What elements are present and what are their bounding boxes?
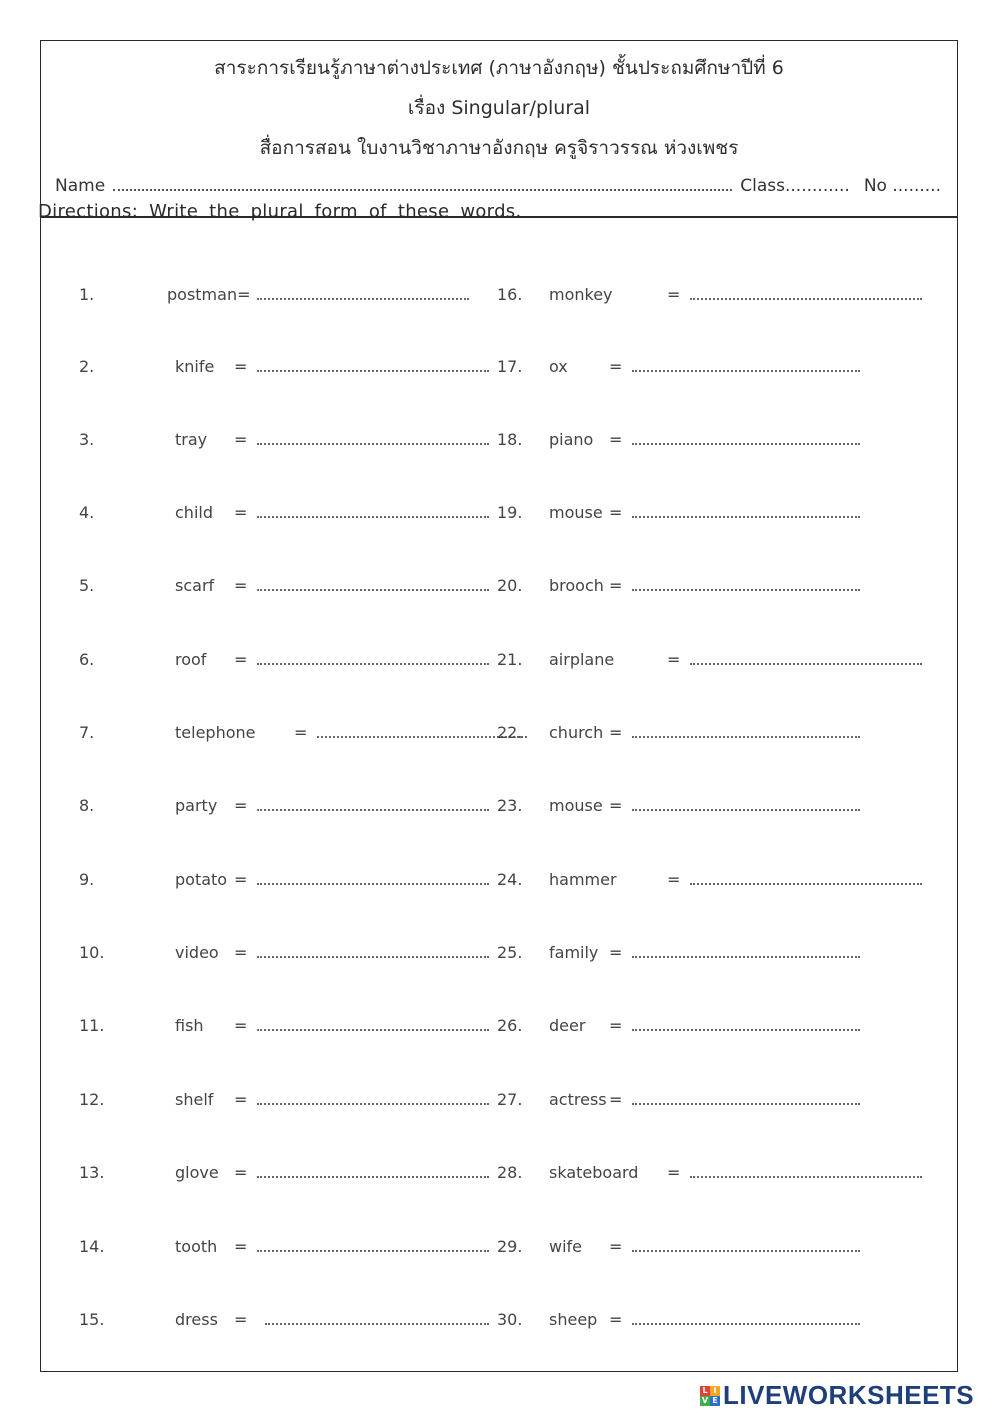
plural-answer-field[interactable] — [632, 1029, 860, 1031]
item-number: 30. — [497, 1310, 523, 1329]
exercise-item — [497, 503, 937, 525]
equals-sign: = — [234, 650, 248, 669]
item-number: 19. — [497, 503, 523, 522]
plural-answer-field[interactable] — [257, 809, 489, 811]
plural-answer-field[interactable] — [257, 1176, 489, 1178]
exercise-item — [79, 650, 519, 672]
singular-word: mouse — [549, 796, 603, 815]
singular-word: wife — [549, 1237, 583, 1256]
exercise-item — [497, 870, 937, 892]
exercise-item — [497, 1310, 937, 1332]
equals-sign: = — [667, 285, 681, 304]
plural-answer-field[interactable] — [632, 589, 860, 591]
plural-answer-field[interactable] — [257, 443, 489, 445]
plural-answer-field[interactable] — [632, 1250, 860, 1252]
equals-sign: = — [609, 503, 623, 522]
plural-answer-field[interactable] — [632, 809, 860, 811]
item-number: 1. — [79, 285, 95, 304]
exercise-item — [79, 723, 519, 745]
equals-sign: = — [234, 1237, 248, 1256]
equals-sign: = — [609, 1310, 623, 1329]
singular-word: potato — [175, 870, 228, 889]
directions-text: Directions: Write the plural form of these words. — [38, 201, 522, 222]
plural-answer-field[interactable] — [257, 1029, 489, 1031]
plural-answer-field[interactable] — [632, 736, 860, 738]
item-number: 14. — [79, 1237, 105, 1256]
item-number: 4. — [79, 503, 95, 522]
exercise-item — [79, 503, 519, 525]
equals-sign: = — [609, 723, 623, 742]
exercise-item — [79, 1310, 519, 1332]
exercise-item — [79, 1016, 519, 1038]
singular-word: postman= — [167, 285, 251, 304]
plural-answer-field[interactable] — [257, 298, 469, 300]
singular-word: telephone — [175, 723, 256, 742]
singular-word: monkey — [549, 285, 613, 304]
item-number: 3. — [79, 430, 95, 449]
equals-sign: = — [609, 1016, 623, 1035]
equals-sign: = — [234, 503, 248, 522]
plural-answer-field[interactable] — [257, 370, 489, 372]
plural-answer-field[interactable] — [690, 1176, 922, 1178]
singular-word: roof — [175, 650, 207, 669]
plural-answer-field[interactable] — [265, 1323, 489, 1325]
equals-sign: = — [234, 430, 248, 449]
badge-letter: E — [710, 1396, 720, 1406]
exercise-item — [497, 285, 937, 307]
singular-word: tray — [175, 430, 208, 449]
equals-sign: = — [667, 1163, 681, 1182]
equals-sign: = — [234, 1016, 248, 1035]
singular-word: family — [549, 943, 599, 962]
item-number: 12. — [79, 1090, 105, 1109]
exercise-item — [79, 430, 519, 452]
plural-answer-field[interactable] — [257, 1250, 489, 1252]
exercise-item — [497, 723, 937, 745]
plural-answer-field[interactable] — [632, 1323, 860, 1325]
equals-sign: = — [609, 1090, 623, 1109]
item-number: 9. — [79, 870, 95, 889]
item-number: 7. — [79, 723, 95, 742]
singular-word: sheep — [549, 1310, 598, 1329]
plural-answer-field[interactable] — [632, 1103, 860, 1105]
singular-word: glove — [175, 1163, 219, 1182]
item-number: 25. — [497, 943, 523, 962]
item-number: 17. — [497, 357, 523, 376]
item-number: 22. — [497, 723, 523, 742]
exercise-item — [79, 357, 519, 379]
exercise-item — [79, 870, 519, 892]
liveworksheets-wordmark: LIVEWORKSHEETS — [723, 1380, 975, 1410]
plural-answer-field[interactable] — [257, 516, 489, 518]
exercise-item — [497, 796, 937, 818]
singular-word: airplane — [549, 650, 615, 669]
equals-sign: = — [667, 870, 681, 889]
singular-word: party — [175, 796, 218, 815]
plural-answer-field[interactable] — [690, 298, 922, 300]
equals-sign: = — [609, 430, 623, 449]
name-label: Name — [55, 176, 106, 196]
singular-word: tooth — [175, 1237, 218, 1256]
subject-line: สาระการเรียนรู้ภาษาต่างประเทศ (ภาษาอังกฤษ) ชั้นประถมศึกษาปีที่ 6 — [214, 57, 784, 79]
singular-word: dress — [175, 1310, 218, 1329]
item-number: 6. — [79, 650, 95, 669]
equals-sign: = — [234, 870, 248, 889]
plural-answer-field[interactable] — [257, 589, 489, 591]
equals-sign: = — [234, 1090, 248, 1109]
item-number: 27. — [497, 1090, 523, 1109]
plural-answer-field[interactable] — [257, 1103, 489, 1105]
equals-sign: = — [234, 796, 248, 815]
exercise-item — [497, 1237, 937, 1259]
item-number: 11. — [79, 1016, 105, 1035]
singular-word: knife — [175, 357, 215, 376]
plural-answer-field[interactable] — [632, 443, 860, 445]
exercise-item — [79, 576, 519, 598]
singular-word: video — [175, 943, 219, 962]
singular-word: church — [549, 723, 604, 742]
exercise-item — [497, 650, 937, 672]
item-number: 26. — [497, 1016, 523, 1035]
singular-word: actress — [549, 1090, 607, 1109]
singular-word: brooch — [549, 576, 604, 595]
plural-answer-field[interactable] — [690, 663, 922, 665]
exercise-item — [79, 943, 519, 965]
plural-answer-field[interactable] — [257, 883, 489, 885]
plural-answer-field[interactable] — [317, 736, 527, 738]
liveworksheets-logo — [700, 1380, 974, 1411]
equals-sign: = — [609, 943, 623, 962]
singular-word: ox — [549, 357, 568, 376]
equals-sign: = — [294, 723, 308, 742]
number-field[interactable]: No ......... — [863, 176, 941, 196]
plural-answer-field[interactable] — [257, 663, 489, 665]
teacher-line: สื่อการสอน ใบงานวิชาภาษาอังกฤษ ครูจิราวรรณ ห่วงเพชร — [259, 137, 739, 159]
item-number: 15. — [79, 1310, 105, 1329]
item-number: 28. — [497, 1163, 523, 1182]
singular-word: shelf — [175, 1090, 214, 1109]
item-number: 5. — [79, 576, 95, 595]
item-number: 29. — [497, 1237, 523, 1256]
item-number: 24. — [497, 870, 523, 889]
item-number: 10. — [79, 943, 105, 962]
badge-letter: I — [710, 1386, 720, 1396]
item-number: 20. — [497, 576, 523, 595]
equals-sign: = — [609, 1237, 623, 1256]
equals-sign: = — [234, 1163, 248, 1182]
badge-letter: L — [700, 1386, 710, 1396]
equals-sign: = — [609, 357, 623, 376]
badge-letter: V — [701, 1395, 709, 1405]
item-number: 23. — [497, 796, 523, 815]
item-number: 13. — [79, 1163, 105, 1182]
item-number: 21. — [497, 650, 523, 669]
exercise-item — [79, 285, 519, 307]
exercise-item — [79, 1090, 519, 1112]
item-number: 16. — [497, 285, 523, 304]
exercise-item — [497, 430, 937, 452]
exercise-item — [497, 943, 937, 965]
singular-word: fish — [175, 1016, 204, 1035]
exercise-item — [497, 357, 937, 379]
equals-sign: = — [234, 576, 248, 595]
exercise-item — [79, 1237, 519, 1259]
singular-word: child — [175, 503, 213, 522]
plural-answer-field[interactable] — [257, 956, 489, 958]
singular-word: scarf — [175, 576, 215, 595]
equals-sign: = — [667, 650, 681, 669]
equals-sign: = — [234, 1310, 248, 1329]
plural-answer-field[interactable] — [632, 956, 860, 958]
singular-word: piano — [549, 430, 594, 449]
plural-answer-field[interactable] — [632, 370, 860, 372]
singular-word: mouse — [549, 503, 603, 522]
exercise-item — [497, 1090, 937, 1112]
equals-sign: = — [234, 357, 248, 376]
singular-word: skateboard — [549, 1163, 639, 1182]
plural-answer-field[interactable] — [690, 883, 922, 885]
exercise-item — [497, 576, 937, 598]
student-info-row — [55, 175, 941, 196]
item-number: 18. — [497, 430, 523, 449]
worksheet-header — [41, 41, 957, 218]
equals-sign: = — [609, 576, 623, 595]
topic-line: เรื่อง Singular/plural — [407, 97, 591, 119]
exercise-item — [79, 796, 519, 818]
equals-sign: = — [234, 943, 248, 962]
equals-sign: = — [609, 796, 623, 815]
singular-word: hammer — [549, 870, 617, 889]
class-field[interactable]: Class............ — [740, 176, 850, 196]
exercise-item — [497, 1016, 937, 1038]
singular-word: deer — [549, 1016, 586, 1035]
item-number: 8. — [79, 796, 95, 815]
plural-answer-field[interactable] — [632, 516, 860, 518]
liveworksheets-badge-icon — [700, 1386, 720, 1406]
name-field[interactable] — [113, 175, 732, 191]
exercise-item — [79, 1163, 519, 1185]
exercise-item — [497, 1163, 937, 1185]
item-number: 2. — [79, 357, 95, 376]
